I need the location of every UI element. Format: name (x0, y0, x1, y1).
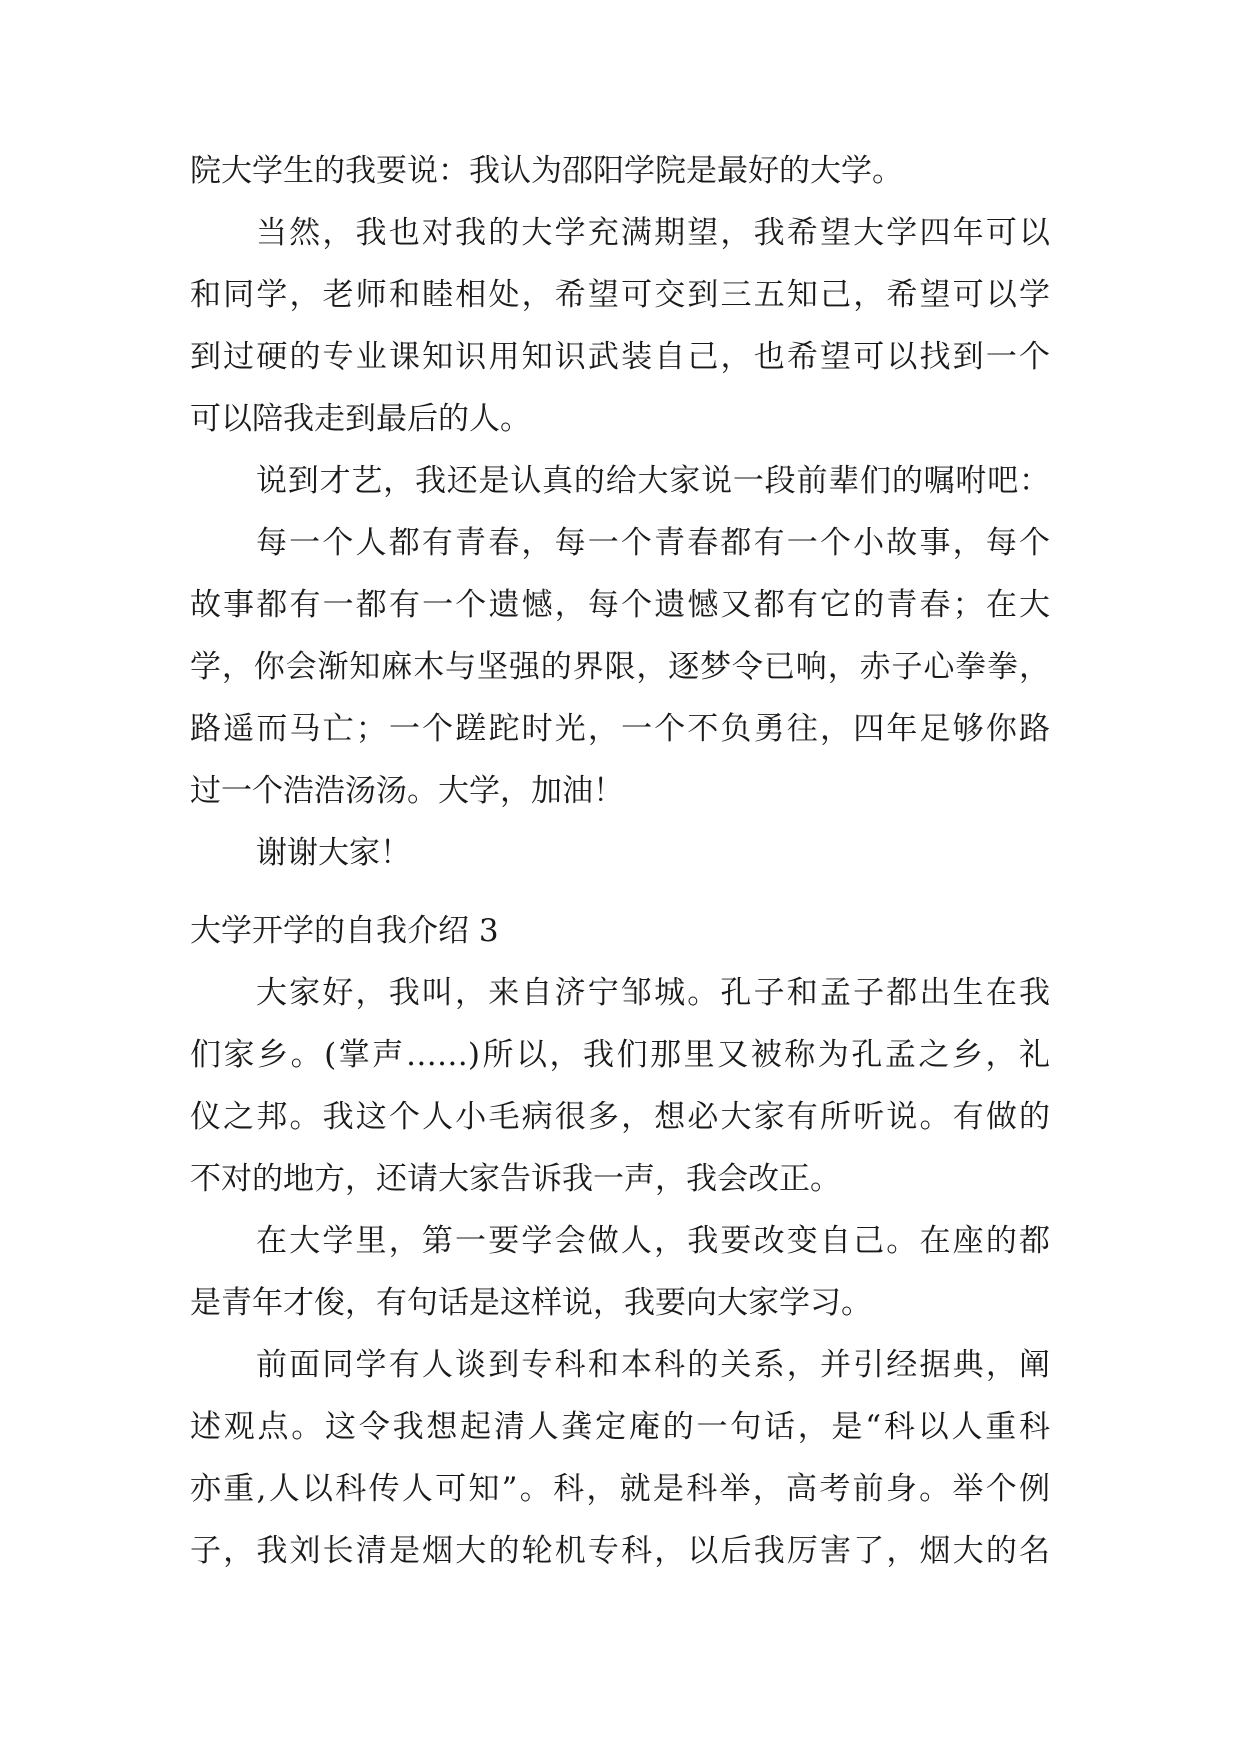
paragraph-line: 子，我刘长清是烟大的轮机专科，以后我厉害了，烟大的名 (190, 1533, 1050, 1569)
paragraph-line: 每一个人都有青春，每一个青春都有一个小故事，每个 (256, 525, 1050, 561)
paragraph-line: 仪之邦。我这个人小毛病很多，想必大家有所听说。有做的 (190, 1099, 1050, 1135)
paragraph-line: 到过硬的专业课知识用知识武装自己，也希望可以找到一个 (190, 339, 1050, 375)
paragraph-line: 不对的地方，还请大家告诉我一声，我会改正。 (190, 1161, 841, 1197)
paragraph-line: 学，你会渐知麻木与坚强的界限，逐梦令已响，赤子心拳拳， (190, 649, 1050, 685)
paragraph-line: 可以陪我走到最后的人。 (190, 401, 531, 437)
section-title: 大学开学的自我介绍 3 (190, 913, 499, 949)
paragraph-line: 过一个浩浩汤汤。大学，加油！ (190, 773, 624, 809)
paragraph-line: 谢谢大家！ (256, 835, 411, 871)
paragraph-line: 是青年才俊，有句话是这样说，我要向大家学习。 (190, 1285, 872, 1321)
paragraph-line: 院大学生的我要说：我认为邵阳学院是最好的大学。 (190, 153, 903, 189)
paragraph-line: 述观点。这令我想起清人龚定庵的一句话，是“科以人重科 (190, 1409, 1050, 1445)
paragraph-line: 前面同学有人谈到专科和本科的关系，并引经据典，阐 (256, 1347, 1050, 1383)
paragraph-line: 当然，我也对我的大学充满期望，我希望大学四年可以 (256, 215, 1050, 251)
section-1-body (190, 140, 1050, 884)
paragraph-line: 和同学，老师和睦相处，希望可交到三五知己，希望可以学 (190, 277, 1050, 313)
paragraph-line: 们家乡。(掌声……)所以，我们那里又被称为孔孟之乡，礼 (190, 1037, 1050, 1073)
paragraph-line: 故事都有一都有一个遗憾，每个遗憾又都有它的青春；在大 (190, 587, 1050, 623)
paragraph-line: 路遥而马亡；一个蹉跎时光，一个不负勇往，四年足够你路 (190, 711, 1050, 747)
paragraph-line: 大家好，我叫，来自济宁邹城。孔子和孟子都出生在我 (256, 975, 1050, 1011)
paragraph-line: 亦重,人以科传人可知”。科，就是科举，高考前身。举个例 (190, 1471, 1050, 1507)
paragraph-line: 在大学里，第一要学会做人，我要改变自己。在座的都 (256, 1223, 1050, 1259)
section-2 (190, 900, 1050, 1582)
paragraph-line: 说到才艺，我还是认真的给大家说一段前辈们的嘱咐吧： (256, 463, 1050, 499)
